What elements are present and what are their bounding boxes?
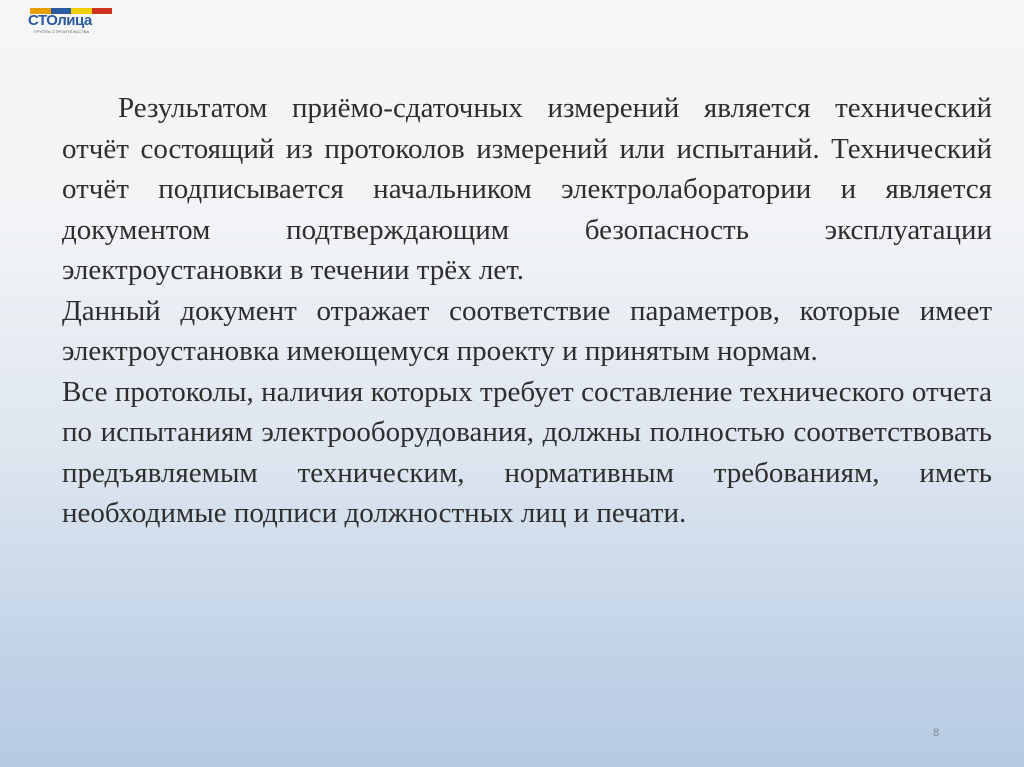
- company-logo: [28, 8, 114, 34]
- paragraph-technical-report: Результатом приёмо-сдаточных измерений является технический отчёт состоящий из протоколов измерений или испытаний. Технический отчёт подписывается начальником электролаборатории и является документом подтверждающим безопасность эксплуатации электроустановки в течении трёх лет.: [62, 92, 992, 286]
- slide-body-text: [62, 88, 992, 534]
- logo-stripe-red: [92, 8, 113, 14]
- logo-brand-text: СТОлица: [28, 12, 92, 29]
- paragraph-protocols-requirements: Все протоколы, наличия которых требует составление технического отчета по испытаниям электрооборудования, должны полностью соответствовать предъявляемым техническим, нормативным требованиям, иметь необходимые подписи должностных лиц и печати.: [62, 375, 992, 529]
- paragraph-document-compliance: Данный документ отражает соответствие параметров, которые имеет электроустановка имеющемуся проекту и принятым нормам.: [62, 294, 992, 367]
- logo-tagline: ГРУППА СТРОИТЕЛЬСТВА: [34, 29, 90, 34]
- page-number: 8: [933, 727, 940, 739]
